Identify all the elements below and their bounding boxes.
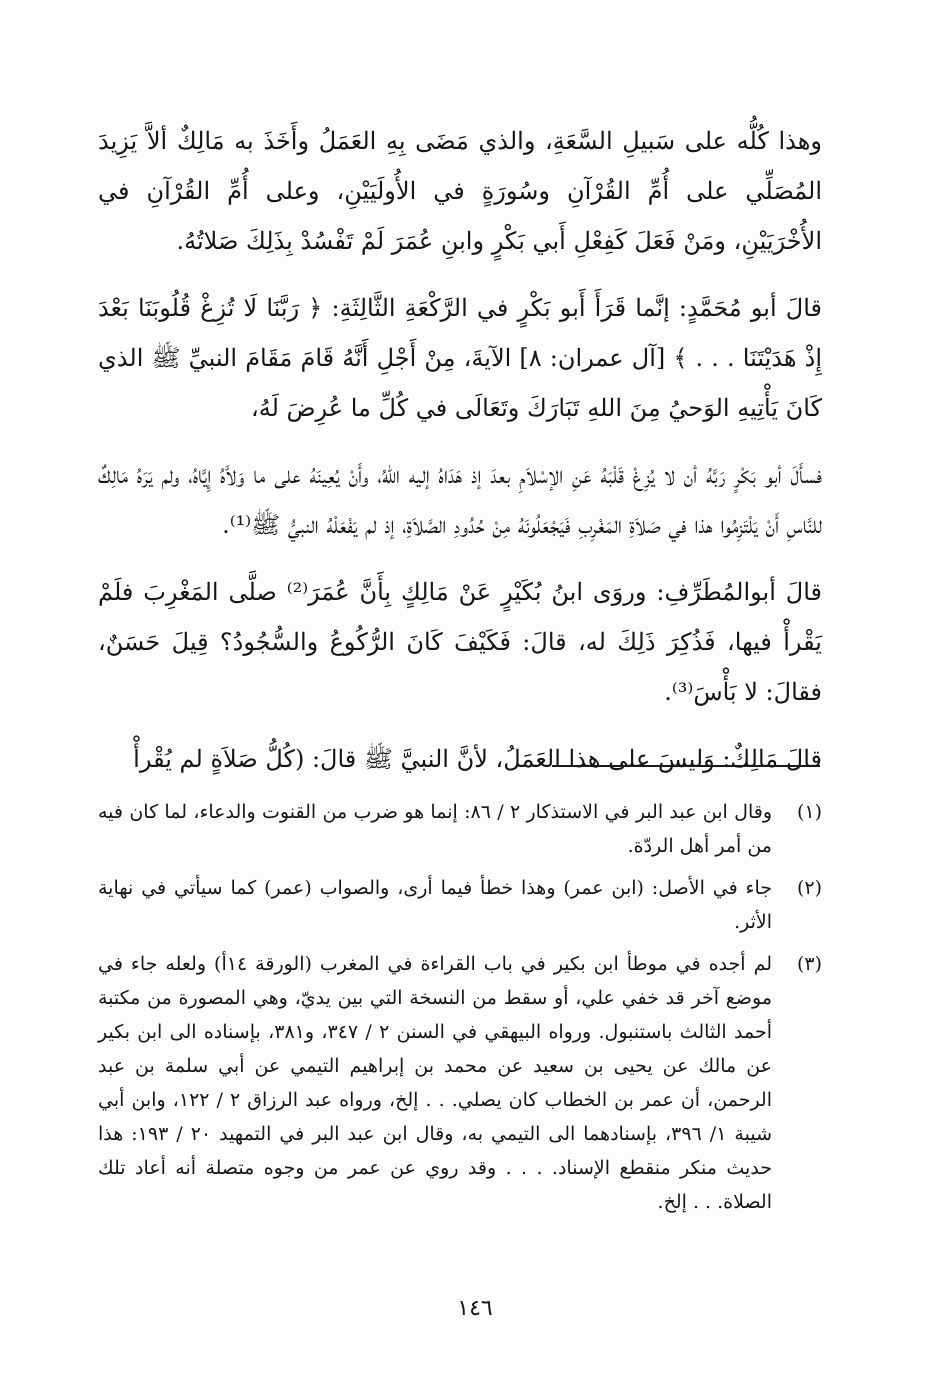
footnote-1 [98, 795, 822, 863]
footnote-number: (١) [796, 801, 822, 823]
footnote-3 [98, 947, 822, 1219]
footnote-text: جاء في الأصل: (ابن عمر) وهذا خطأ فيما أرى، والصواب (عمر) كما سيأتي في نهاية الأثر. [98, 877, 772, 933]
footnote-number: (٣) [796, 953, 822, 975]
footnote-number: (٢) [796, 877, 822, 899]
page-number: ١٤٦ [457, 1296, 493, 1321]
footnote-2 [98, 871, 822, 939]
main-text [98, 116, 822, 801]
footnote-divider [552, 765, 820, 767]
footnotes [98, 795, 822, 1227]
paragraph-3: فسأَلَ أبو بَكْرٍ رَبَّهُ أن لا يُزِغْ قَلْبَهُ عَنِ الإسْلاَمِ بعدَ إذ هَدَاهُ إليه اللهُ، وأَنْ يُعِينَهُ على ما وَلاَّهُ إِيَّاهُ، ولم يَرَهُ مَالِكٌ للنَّاسِ أَنْ يَلْتَزِمُوا هذا في صَلاَةِ المَغْرِبِ فَيَجْعَلُونَهُ مِنْ حُدُودِ الصَّلاَةِ، إذ لم يَفْعَلْهُ النبيُّ ﷺ⁽¹⁾. [98, 461, 822, 539]
footnote-text: وقال ابن عبد البر في الاستذكار ٢ / ٨٦: إنما هو ضرب من القنوت والدعاء، لما كان فيه من أمر أهل الردّة. [98, 801, 772, 857]
paragraph-5: قالَ مَالِكٌ: وَليسَ على هذا العَمَلُ، لأنَّ النبيَّ ﷺ قالَ: (كُلُّ صَلاَةٍ لم يُقْرأْ [133, 745, 822, 773]
paragraph-2: قالَ أبو مُحَمَّدٍ: إنَّما قَرَأَ أَبو بَكْرٍ في الرَّكْعَةِ الثَّالِثَةِ: ﴿ رَبَّنَا لَا تُزِغْ قُلُوبَنَا بَعْدَ إِذْ هَدَيْتَنَا . . . ﴾ [آل عمران: ٨] الآيةَ، مِنْ أَجْلِ أَنَّهُ قَامَ مَقَامَ النبيِّ ﷺ الذي كَانَ يَأْتِيهِ الوَحيُ مِنَ اللهِ تَبَارَكَ وتَعَالَى في كُلِّ ما عُرِضَ لَهُ، [98, 294, 823, 422]
paragraph-1: وهذا كُلُّه على سَبيلِ السَّعَةِ، والذي مَضَى بِهِ العَمَلُ وأَخَذَ به مَالِكٌ ألاَّ يَزِيدَ المُصَلِّي على أُمِّ القُرْآنِ وسُورَةٍ في الأُولَيَيْنِ، وعلى أُمِّ القُرْآنِ في الأُخْرَيَيْنِ، ومَنْ فَعَلَ كَفِعْلِ أَبي بَكْرٍ وابنِ عُمَرَ لَمْ تَفْسُدْ بِذَلِكَ صَلاتُهُ. [98, 127, 822, 255]
footnote-text: لم أجده في موطأ ابن بكير في باب القراءة في المغرب (الورقة ١٤أ) ولعله جاء في موضع آخر قد خفي علي، أو سقط من النسخة التي بين يديّ، وهي المصورة من مكتبة أحمد الثالث باستنبول. ورواه البيهقي في السنن ٢ / ٣٤٧، و٣٨١، بإسناده الى ابن بكير عن مالك عن يحيى بن سعيد عن محمد بن إبراهيم التيمي عن أبي سلمة بن عبد الرحمن، أن عمر بن الخطاب كان يصلي. . . إلخ، ورواه عبد الرزاق ٢ / ١٢٢، وابن أبي شيبة ١/ ٣٩٦، بإسنادهما الى التيمي به، وقال ابن عبد البر في التمهيد ٢٠ / ١٩٣: هذا حديث منكر منقطع الإسناد. . . . وقد روي عن عمر من وجوه متصلة أنه أعاد تلك الصلاة. . . إلخ. [98, 953, 773, 1213]
paragraph-4: قالَ أبوالمُطَرِّفِ: وروَى ابنُ بُكَيْرٍ عَنْ مَالِكٍ بِأَنَّ عُمَرَ⁽²⁾ صلَّى المَغْرِبَ فلَمْ يَقْرأْ فيها، فَذُكِرَ ذَلِكَ له، قالَ: فَكَيْفَ كَانَ الرُّكُوعُ والسُّجُودُ؟ قِيلَ حَسَنٌ، فقالَ: لا بَأْسَ⁽³⁾. [98, 578, 822, 706]
